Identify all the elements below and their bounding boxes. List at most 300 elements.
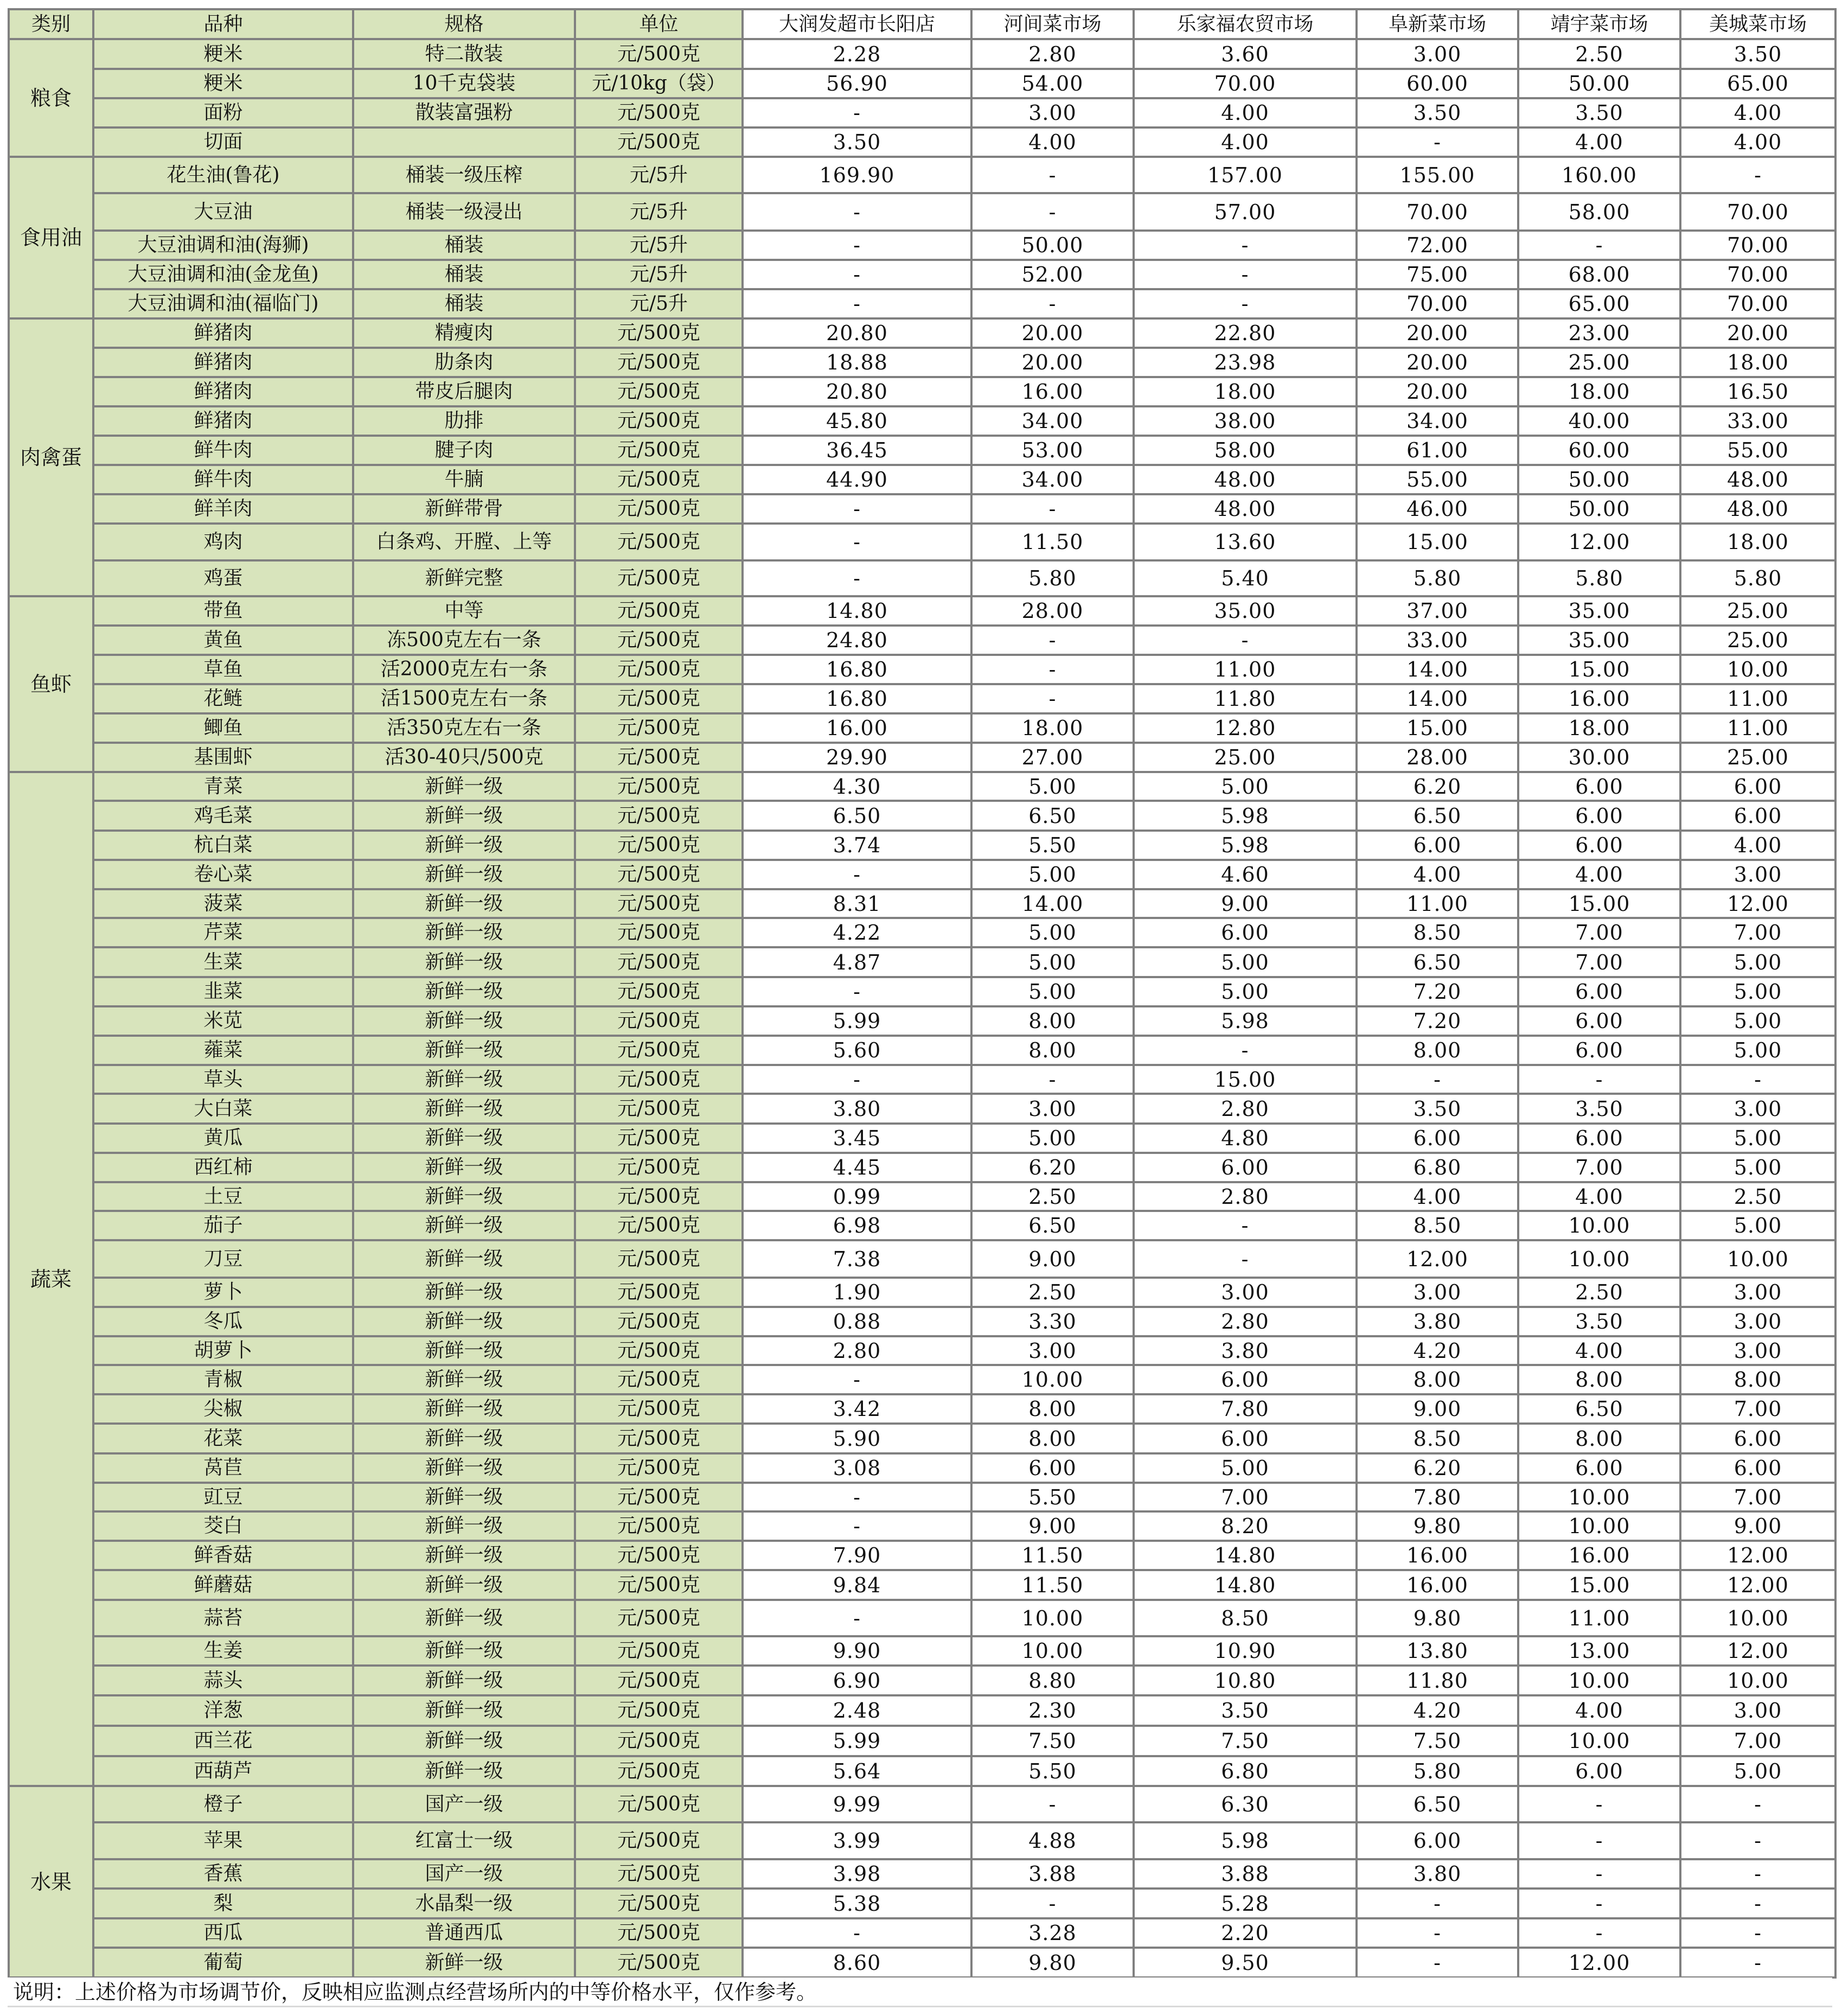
price-cell: 7.00: [1518, 947, 1680, 977]
unit-cell: 元/500克: [575, 348, 743, 377]
price-cell: 6.90: [743, 1666, 971, 1695]
spec-cell: 新鲜一级: [353, 1636, 575, 1666]
spec-cell: 新鲜一级: [353, 1211, 575, 1240]
price-cell: 16.80: [743, 655, 971, 684]
price-cell: 18.00: [1518, 713, 1680, 743]
price-cell: 6.30: [1134, 1786, 1357, 1822]
price-cell: -: [971, 655, 1134, 684]
price-cell: 9.80: [971, 1948, 1134, 1977]
price-cell: 4.88: [971, 1822, 1134, 1859]
variety-cell: 鲜蘑菇: [93, 1570, 353, 1600]
price-cell: 6.50: [1518, 1394, 1680, 1424]
table-row: [9, 947, 1835, 977]
price-cell: 3.00: [1357, 1278, 1518, 1307]
variety-cell: 黄瓜: [93, 1124, 353, 1153]
price-cell: 55.00: [1680, 436, 1835, 465]
spec-cell: 新鲜一级: [353, 1695, 575, 1726]
price-cell: 3.00: [1680, 860, 1835, 889]
price-table: [8, 8, 1837, 1979]
price-cell: 3.74: [743, 831, 971, 860]
spec-cell: 散装富强粉: [353, 98, 575, 127]
price-cell: -: [1518, 1065, 1680, 1094]
price-cell: 3.50: [1680, 39, 1835, 69]
spec-cell: 新鲜一级: [353, 831, 575, 860]
price-cell: 2.80: [1134, 1182, 1357, 1211]
spec-cell: 新鲜一级: [353, 1394, 575, 1424]
spec-cell: 新鲜一级: [353, 1666, 575, 1695]
price-cell: -: [1518, 1859, 1680, 1889]
header-variety: 品种: [93, 9, 353, 39]
price-cell: 9.80: [1357, 1511, 1518, 1541]
price-cell: 10.00: [1518, 1666, 1680, 1695]
spec-cell: 新鲜一级: [353, 772, 575, 801]
price-cell: 1.90: [743, 1278, 971, 1307]
variety-cell: 蒜苔: [93, 1600, 353, 1636]
price-cell: 7.20: [1357, 1006, 1518, 1036]
price-cell: 28.00: [1357, 743, 1518, 772]
header-market-meicheng: 美城菜市场: [1680, 9, 1835, 39]
variety-cell: 西兰花: [93, 1726, 353, 1756]
table-row: [9, 801, 1835, 831]
price-cell: 5.00: [971, 860, 1134, 889]
price-cell: 22.80: [1134, 318, 1357, 348]
price-cell: 2.50: [971, 1278, 1134, 1307]
spec-cell: 活30-40只/500克: [353, 743, 575, 772]
variety-cell: 胡萝卜: [93, 1336, 353, 1365]
price-cell: 10.00: [1680, 1600, 1835, 1636]
price-cell: 6.00: [1680, 1424, 1835, 1453]
spec-cell: 新鲜一级: [353, 1006, 575, 1036]
price-cell: 25.00: [1680, 626, 1835, 655]
unit-cell: 元/500克: [575, 1006, 743, 1036]
unit-cell: 元/500克: [575, 1786, 743, 1822]
variety-cell: 鸡蛋: [93, 560, 353, 596]
table-row: [9, 465, 1835, 494]
spec-cell: 活350克左右一条: [353, 713, 575, 743]
price-cell: 4.20: [1357, 1336, 1518, 1365]
price-cell: 5.98: [1134, 801, 1357, 831]
price-cell: 3.00: [1680, 1094, 1835, 1124]
price-cell: 5.00: [971, 1124, 1134, 1153]
price-cell: 48.00: [1680, 465, 1835, 494]
price-cell: 2.80: [1134, 1094, 1357, 1124]
price-cell: 4.00: [1680, 98, 1835, 127]
spec-cell: 新鲜一级: [353, 1153, 575, 1182]
unit-cell: 元/500克: [575, 918, 743, 947]
price-cell: 5.50: [971, 1483, 1134, 1511]
price-cell: 5.90: [743, 1424, 971, 1453]
unit-cell: 元/500克: [575, 1094, 743, 1124]
unit-cell: 元/500克: [575, 772, 743, 801]
spec-cell: 新鲜一级: [353, 1600, 575, 1636]
table-row: [9, 1822, 1835, 1859]
price-cell: 18.00: [1680, 524, 1835, 560]
price-cell: 3.28: [971, 1918, 1134, 1948]
price-cell: 6.00: [1518, 1036, 1680, 1065]
table-row: [9, 1124, 1835, 1153]
price-cell: -: [1518, 1822, 1680, 1859]
price-cell: 7.00: [1134, 1483, 1357, 1511]
price-cell: 5.64: [743, 1756, 971, 1786]
price-cell: 2.20: [1134, 1918, 1357, 1948]
table-row: [9, 1394, 1835, 1424]
table-row: [9, 98, 1835, 127]
price-cell: 44.90: [743, 465, 971, 494]
price-cell: 3.00: [1680, 1336, 1835, 1365]
variety-cell: 花生油(鲁花): [93, 157, 353, 193]
table-row: [9, 626, 1835, 655]
table-row: [9, 1786, 1835, 1822]
table-row: [9, 318, 1835, 348]
price-cell: 10.00: [971, 1636, 1134, 1666]
variety-cell: 鲫鱼: [93, 713, 353, 743]
unit-cell: 元/500克: [575, 831, 743, 860]
unit-cell: 元/500克: [575, 947, 743, 977]
spec-cell: 白条鸡、开膛、上等: [353, 524, 575, 560]
price-cell: 65.00: [1680, 69, 1835, 98]
variety-cell: 生菜: [93, 947, 353, 977]
price-cell: -: [1518, 231, 1680, 260]
price-cell: 56.90: [743, 69, 971, 98]
price-cell: 6.20: [1357, 1453, 1518, 1483]
price-cell: 8.00: [971, 1394, 1134, 1424]
table-row: [9, 655, 1835, 684]
price-cell: -: [1134, 260, 1357, 289]
price-cell: 8.00: [1357, 1036, 1518, 1065]
price-cell: 4.00: [1357, 860, 1518, 889]
table-row: [9, 157, 1835, 193]
price-cell: 7.50: [1357, 1726, 1518, 1756]
price-cell: 5.28: [1134, 1889, 1357, 1918]
price-cell: 12.00: [1680, 1570, 1835, 1600]
price-cell: 5.80: [1518, 560, 1680, 596]
price-cell: 3.30: [971, 1307, 1134, 1336]
price-cell: 4.22: [743, 918, 971, 947]
price-table-container: [8, 8, 1834, 1979]
price-cell: 5.99: [743, 1726, 971, 1756]
price-cell: 13.60: [1134, 524, 1357, 560]
unit-cell: 元/500克: [575, 1065, 743, 1094]
price-cell: 20.80: [743, 318, 971, 348]
price-cell: 18.00: [1518, 377, 1680, 406]
price-cell: 2.50: [1680, 1182, 1835, 1211]
price-cell: -: [1134, 231, 1357, 260]
price-cell: 8.00: [971, 1424, 1134, 1453]
price-cell: -: [743, 977, 971, 1006]
price-cell: 6.00: [1134, 1153, 1357, 1182]
table-row: [9, 1307, 1835, 1336]
price-cell: 5.98: [1134, 831, 1357, 860]
price-cell: 20.00: [1357, 318, 1518, 348]
price-cell: 2.48: [743, 1695, 971, 1726]
spec-cell: 新鲜一级: [353, 1182, 575, 1211]
price-cell: 2.80: [971, 39, 1134, 69]
variety-cell: 鲜猪肉: [93, 348, 353, 377]
variety-cell: 大豆油调和油(海狮): [93, 231, 353, 260]
price-cell: 5.00: [1134, 977, 1357, 1006]
price-cell: 3.50: [743, 127, 971, 157]
price-cell: 6.50: [1357, 801, 1518, 831]
price-cell: 15.00: [1518, 1570, 1680, 1600]
table-row: [9, 1424, 1835, 1453]
price-cell: -: [971, 1786, 1134, 1822]
price-cell: 5.80: [1357, 560, 1518, 596]
price-cell: 6.80: [1134, 1756, 1357, 1786]
price-cell: -: [743, 560, 971, 596]
price-cell: 20.00: [1680, 318, 1835, 348]
price-cell: 4.87: [743, 947, 971, 977]
table-row: [9, 377, 1835, 406]
price-cell: 20.00: [1357, 377, 1518, 406]
price-cell: 3.00: [971, 1094, 1134, 1124]
spec-cell: 桶装一级浸出: [353, 193, 575, 231]
variety-cell: 切面: [93, 127, 353, 157]
price-cell: 6.00: [971, 1453, 1134, 1483]
price-cell: 20.00: [1357, 348, 1518, 377]
price-cell: -: [743, 1918, 971, 1948]
price-cell: -: [743, 494, 971, 524]
price-cell: 34.00: [971, 406, 1134, 436]
price-cell: -: [1518, 1786, 1680, 1822]
price-cell: 9.00: [1680, 1511, 1835, 1541]
price-cell: 9.00: [971, 1240, 1134, 1278]
variety-cell: 花鲢: [93, 684, 353, 713]
spec-cell: 新鲜一级: [353, 1124, 575, 1153]
price-cell: 10.00: [1518, 1483, 1680, 1511]
price-cell: 3.80: [743, 1094, 971, 1124]
price-cell: 7.38: [743, 1240, 971, 1278]
price-cell: 7.00: [1680, 1726, 1835, 1756]
unit-cell: 元/500克: [575, 1600, 743, 1636]
spec-cell: 新鲜一级: [353, 1453, 575, 1483]
price-cell: 6.00: [1518, 1006, 1680, 1036]
price-cell: 5.40: [1134, 560, 1357, 596]
header-category: 类别: [9, 9, 93, 39]
unit-cell: 元/500克: [575, 1153, 743, 1182]
price-cell: 14.00: [1357, 655, 1518, 684]
price-cell: 15.00: [1357, 713, 1518, 743]
price-cell: 75.00: [1357, 260, 1518, 289]
price-cell: 54.00: [971, 69, 1134, 98]
price-cell: 14.00: [1357, 684, 1518, 713]
spec-cell: 新鲜一级: [353, 801, 575, 831]
table-row: [9, 1153, 1835, 1182]
price-cell: 8.00: [1357, 1365, 1518, 1394]
price-cell: 23.98: [1134, 348, 1357, 377]
variety-cell: 梨: [93, 1889, 353, 1918]
price-cell: -: [1680, 1948, 1835, 1977]
price-cell: 6.00: [1357, 1822, 1518, 1859]
price-cell: 48.00: [1134, 494, 1357, 524]
variety-cell: 韭菜: [93, 977, 353, 1006]
spec-cell: 新鲜一级: [353, 1424, 575, 1453]
price-cell: 70.00: [1680, 231, 1835, 260]
table-row: [9, 1336, 1835, 1365]
price-cell: 3.50: [1134, 1695, 1357, 1726]
price-cell: 15.00: [1134, 1065, 1357, 1094]
price-cell: 3.98: [743, 1859, 971, 1889]
price-cell: 15.00: [1518, 889, 1680, 918]
price-cell: -: [743, 524, 971, 560]
price-cell: 11.80: [1134, 684, 1357, 713]
variety-cell: 鲜香菇: [93, 1541, 353, 1570]
price-cell: 16.00: [743, 713, 971, 743]
price-cell: 16.50: [1680, 377, 1835, 406]
price-cell: 4.00: [1680, 831, 1835, 860]
price-cell: -: [743, 1065, 971, 1094]
table-row: [9, 348, 1835, 377]
unit-cell: 元/500克: [575, 1570, 743, 1600]
price-cell: 72.00: [1357, 231, 1518, 260]
price-cell: 20.00: [971, 318, 1134, 348]
price-cell: -: [743, 289, 971, 318]
variety-cell: 生姜: [93, 1636, 353, 1666]
price-cell: -: [743, 860, 971, 889]
table-row: [9, 69, 1835, 98]
spec-cell: 肋排: [353, 406, 575, 436]
price-cell: -: [971, 157, 1134, 193]
price-cell: 50.00: [1518, 69, 1680, 98]
table-row: [9, 193, 1835, 231]
price-cell: 6.50: [971, 801, 1134, 831]
variety-cell: 大豆油: [93, 193, 353, 231]
price-cell: 7.80: [1357, 1483, 1518, 1511]
price-cell: 10.00: [1680, 1666, 1835, 1695]
price-cell: 18.00: [971, 713, 1134, 743]
price-cell: 8.00: [1680, 1365, 1835, 1394]
price-cell: -: [1680, 1859, 1835, 1889]
price-cell: 3.00: [1680, 1278, 1835, 1307]
price-cell: 3.80: [1134, 1336, 1357, 1365]
table-row: [9, 596, 1835, 626]
variety-cell: 大豆油调和油(福临门): [93, 289, 353, 318]
price-cell: 8.00: [1518, 1424, 1680, 1453]
price-cell: 16.00: [1357, 1541, 1518, 1570]
table-row: [9, 231, 1835, 260]
price-cell: 53.00: [971, 436, 1134, 465]
price-cell: 5.00: [971, 918, 1134, 947]
variety-cell: 草头: [93, 1065, 353, 1094]
variety-cell: 青菜: [93, 772, 353, 801]
category-cell: 粮食: [9, 39, 93, 157]
price-cell: 6.00: [1518, 831, 1680, 860]
unit-cell: 元/500克: [575, 1211, 743, 1240]
price-cell: 4.60: [1134, 860, 1357, 889]
price-cell: 12.00: [1518, 524, 1680, 560]
price-cell: 33.00: [1680, 406, 1835, 436]
price-cell: 12.00: [1680, 889, 1835, 918]
price-cell: 11.80: [1357, 1666, 1518, 1695]
price-cell: 8.50: [1357, 918, 1518, 947]
unit-cell: 元/500克: [575, 1859, 743, 1889]
price-cell: 58.00: [1134, 436, 1357, 465]
price-cell: 35.00: [1134, 596, 1357, 626]
price-cell: 48.00: [1680, 494, 1835, 524]
price-cell: 61.00: [1357, 436, 1518, 465]
price-cell: -: [1680, 1889, 1835, 1918]
price-cell: 3.00: [1357, 39, 1518, 69]
variety-cell: 粳米: [93, 69, 353, 98]
table-row: [9, 1036, 1835, 1065]
table-row: [9, 1889, 1835, 1918]
spec-cell: 新鲜一级: [353, 1094, 575, 1124]
price-cell: 4.00: [1134, 127, 1357, 157]
price-cell: 13.80: [1357, 1636, 1518, 1666]
variety-cell: 茄子: [93, 1211, 353, 1240]
price-cell: 6.00: [1357, 831, 1518, 860]
unit-cell: 元/500克: [575, 318, 743, 348]
price-cell: 6.50: [743, 801, 971, 831]
spec-cell: 桶装: [353, 289, 575, 318]
price-cell: 33.00: [1357, 626, 1518, 655]
price-cell: 57.00: [1134, 193, 1357, 231]
unit-cell: 元/500克: [575, 1511, 743, 1541]
price-cell: 6.00: [1134, 918, 1357, 947]
price-cell: 5.60: [743, 1036, 971, 1065]
price-cell: 4.00: [1518, 1182, 1680, 1211]
price-cell: 2.50: [1518, 39, 1680, 69]
unit-cell: 元/500克: [575, 1240, 743, 1278]
price-cell: 5.00: [1680, 1211, 1835, 1240]
table-row: [9, 289, 1835, 318]
price-cell: 5.98: [1134, 1822, 1357, 1859]
spec-cell: 国产一级: [353, 1859, 575, 1889]
price-cell: 16.00: [1518, 1541, 1680, 1570]
unit-cell: 元/500克: [575, 655, 743, 684]
price-cell: 12.00: [1357, 1240, 1518, 1278]
unit-cell: 元/500克: [575, 98, 743, 127]
variety-cell: 香蕉: [93, 1859, 353, 1889]
table-row: [9, 1211, 1835, 1240]
price-cell: 6.50: [971, 1211, 1134, 1240]
price-cell: 12.00: [1680, 1541, 1835, 1570]
price-cell: 4.00: [1134, 98, 1357, 127]
price-cell: 23.00: [1518, 318, 1680, 348]
spec-cell: 中等: [353, 596, 575, 626]
spec-cell: 活1500克左右一条: [353, 684, 575, 713]
price-cell: 12.00: [1518, 1948, 1680, 1977]
unit-cell: 元/500克: [575, 524, 743, 560]
price-cell: 5.00: [1680, 1124, 1835, 1153]
price-cell: 5.00: [971, 977, 1134, 1006]
table-row: [9, 1541, 1835, 1570]
variety-cell: 菠菜: [93, 889, 353, 918]
unit-cell: 元/500克: [575, 977, 743, 1006]
price-cell: 2.30: [971, 1695, 1134, 1726]
unit-cell: 元/500克: [575, 1541, 743, 1570]
table-row: [9, 860, 1835, 889]
unit-cell: 元/500克: [575, 39, 743, 69]
price-cell: -: [1134, 1240, 1357, 1278]
price-cell: 0.99: [743, 1182, 971, 1211]
category-cell: 蔬菜: [9, 772, 93, 1786]
unit-cell: 元/500克: [575, 1889, 743, 1918]
variety-cell: 草鱼: [93, 655, 353, 684]
variety-cell: 粳米: [93, 39, 353, 69]
price-cell: 10.00: [971, 1600, 1134, 1636]
variety-cell: 西红柿: [93, 1153, 353, 1182]
table-row: [9, 772, 1835, 801]
price-cell: -: [743, 193, 971, 231]
unit-cell: 元/500克: [575, 494, 743, 524]
unit-cell: 元/500克: [575, 1424, 743, 1453]
variety-cell: 卷心菜: [93, 860, 353, 889]
table-row: [9, 406, 1835, 436]
price-cell: 3.50: [1518, 1094, 1680, 1124]
price-cell: 5.00: [1680, 977, 1835, 1006]
price-cell: 4.00: [1357, 1182, 1518, 1211]
price-cell: 5.80: [1357, 1756, 1518, 1786]
